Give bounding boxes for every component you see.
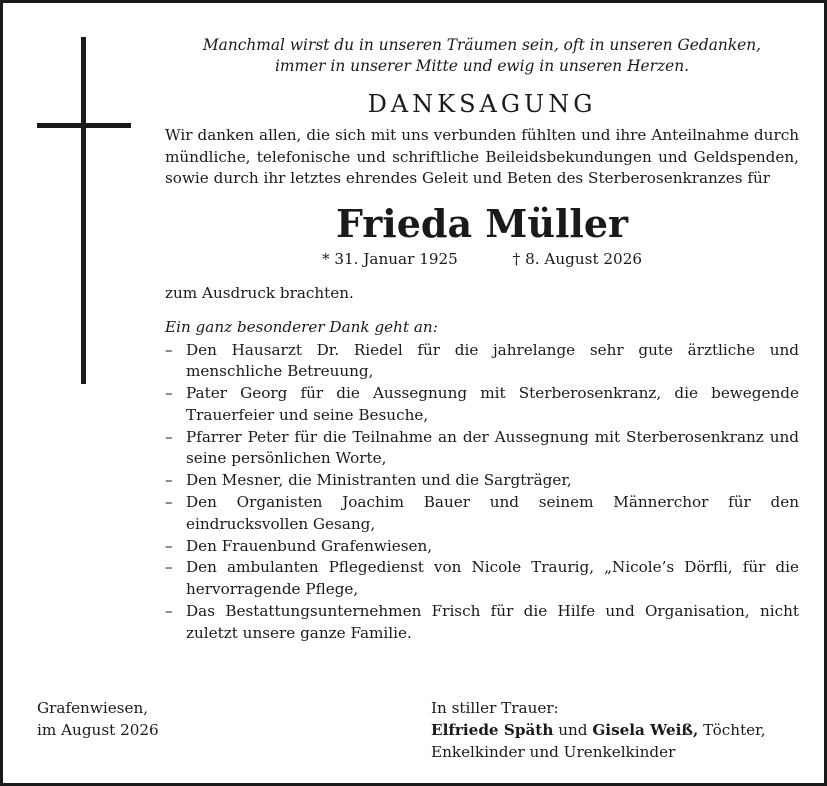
death-date: † 8. August 2026	[512, 249, 643, 268]
other-mourners: Enkelkinder und Urenkelkinder	[431, 743, 676, 761]
list-item: – Pfarrer Peter für die Teilnahme an der Aussegnung mit Sterberosenkranz und seine persönlichen Worte,	[165, 427, 799, 471]
list-item: – Den Mesner, die Ministranten und die Sargträger,	[165, 470, 799, 492]
cross-icon-vertical	[81, 37, 86, 384]
deceased-name: Frieda Müller	[335, 200, 629, 246]
birth-date: * 31. Januar 1925	[321, 249, 458, 268]
intro-paragraph: Wir danken allen, die sich mit uns verbunden fühlten und ihre Anteilnahme durch mündliche, telefonische und schriftliche Beileidsbekundungen und Geldspenden, sowie durch ihr letztes ehrendes Geleit und Beten des Sterberosenkranzes für	[165, 126, 799, 187]
list-item: – Pater Georg für die Aussegnung mit Sterberosenkranz, die bewegende Trauerfeier und seine Besuche,	[165, 383, 799, 427]
special-thanks-heading: Ein ganz besonderer Dank geht an:	[165, 317, 438, 336]
motto-line-2: immer in unserer Mitte und ewig in unseren Herzen.	[274, 57, 690, 75]
list-item: – Den ambulanten Pflegedienst von Nicole Traurig, „Nicole’s Dörfli, für die hervorragende Pflege,	[165, 557, 799, 601]
closing-line: zum Ausdruck brachten.	[165, 283, 354, 302]
thanks-list	[165, 340, 799, 645]
list-item: – Den Frauenbund Grafenwiesen,	[165, 536, 799, 558]
relation: Töchter,	[703, 721, 766, 739]
mourner-1: Elfriede Späth	[431, 721, 554, 739]
date: im August 2026	[37, 721, 159, 739]
list-item: – Den Hausarzt Dr. Riedel für die jahrelange sehr gute ärztliche und menschliche Betreuung,	[165, 340, 799, 384]
motto-line-1: Manchmal wirst du in unseren Träumen sein, oft in unseren Gedanken,	[202, 36, 762, 54]
place: Grafenwiesen,	[37, 699, 149, 717]
mourner-2: Gisela Weiß,	[592, 721, 699, 739]
heading-danksagung: DANKSAGUNG	[367, 90, 597, 118]
mourning-label: In stiller Trauer:	[431, 699, 559, 717]
list-item: – Das Bestattungsunternehmen Frisch für die Hilfe und Organisation, nicht zuletzt unsere ganze Familie.	[165, 601, 799, 645]
mourner-names	[431, 719, 801, 741]
motto	[165, 35, 799, 77]
cross-icon-horizontal	[37, 123, 131, 128]
place-and-date	[37, 697, 159, 741]
life-dates	[165, 248, 799, 270]
notice-body	[165, 35, 799, 645]
mourners	[431, 697, 801, 763]
list-item: – Den Organisten Joachim Bauer und seinem Männerchor für den eindrucksvollen Gesang,	[165, 492, 799, 536]
conjunction: und	[558, 721, 588, 739]
